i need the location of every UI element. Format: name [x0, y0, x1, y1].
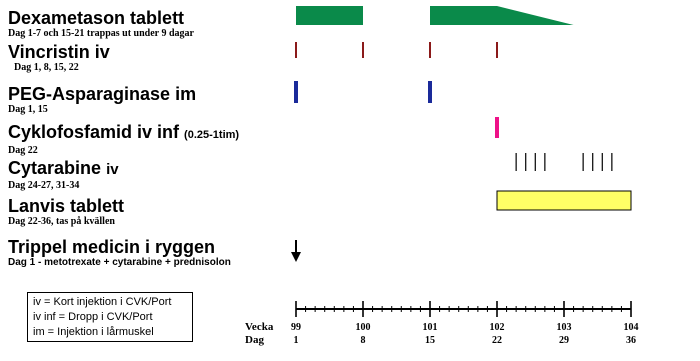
- day-tick-label: 22: [492, 335, 502, 346]
- legend-line-im: im = Injektion i lårmuskel: [33, 326, 154, 338]
- cyklofosfamid-dose-mark: [495, 117, 499, 138]
- week-axis-label: Vecka: [245, 321, 274, 333]
- drug-name-text: Lanvis tablett: [8, 196, 125, 216]
- vincristin-dose-mark: [429, 42, 431, 58]
- drug-name-text: Trippel medicin i ryggen: [8, 237, 216, 257]
- day-tick-label: 8: [360, 335, 366, 346]
- week-tick-label: 100: [355, 322, 371, 333]
- week-tick-label: 102: [489, 322, 505, 333]
- asparaginase-dose-mark: [294, 81, 298, 103]
- drug-name-text: Cyklofosfamid iv inf: [8, 122, 180, 142]
- drug-schedule-text: Dag 22: [8, 145, 38, 156]
- dexametason-taper-block: [430, 6, 574, 25]
- day-tick-label: 1: [293, 335, 299, 346]
- day-axis-label: Dag: [245, 334, 264, 346]
- drug-name-text: Dexametason tablett: [8, 8, 185, 28]
- drug-name-text: Cytarabine: [8, 158, 102, 178]
- legend-line-iv-inf: iv inf = Dropp i CVK/Port: [33, 311, 153, 323]
- week-tick-label: 99: [291, 322, 301, 333]
- lanvis-period-bar: [497, 191, 631, 210]
- drug-name-text: Vincristin iv: [8, 42, 110, 62]
- drug-schedule-text: Dag 24-27, 31-34: [8, 180, 80, 191]
- drug-name-suffix: (0.25-1tim): [184, 129, 240, 141]
- week-tick-label: 101: [422, 322, 438, 333]
- drug-schedule-text: Dag 22-36, tas på kvällen: [8, 216, 115, 227]
- legend-line-iv: iv = Kort injektion i CVK/Port: [33, 296, 172, 308]
- drug-schedule-text: Dag 1-7 och 15-21 trappas ut under 9 dagar: [8, 28, 194, 39]
- vincristin-dose-mark: [496, 42, 498, 58]
- day-tick-label: 15: [425, 335, 435, 346]
- dexametason-block: [296, 6, 363, 25]
- vincristin-dose-mark: [362, 42, 364, 58]
- drug-schedule-text: Dag 1 - metotrexate + cytarabine + prednisolon: [8, 257, 231, 268]
- day-tick-label: 29: [559, 335, 569, 346]
- drug-schedule-text: Dag 1, 15: [8, 104, 48, 115]
- asparaginase-dose-mark: [428, 81, 432, 103]
- week-tick-label: 103: [556, 322, 572, 333]
- drug-name-suffix: iv: [106, 161, 119, 178]
- day-tick-label: 36: [626, 335, 636, 346]
- drug-schedule-text: Dag 1, 8, 15, 22: [14, 62, 79, 73]
- vincristin-dose-mark: [295, 42, 297, 58]
- drug-name-text: PEG-Asparaginase im: [8, 84, 197, 104]
- trippel-arrow-head: [291, 252, 301, 262]
- week-tick-label: 104: [623, 322, 639, 333]
